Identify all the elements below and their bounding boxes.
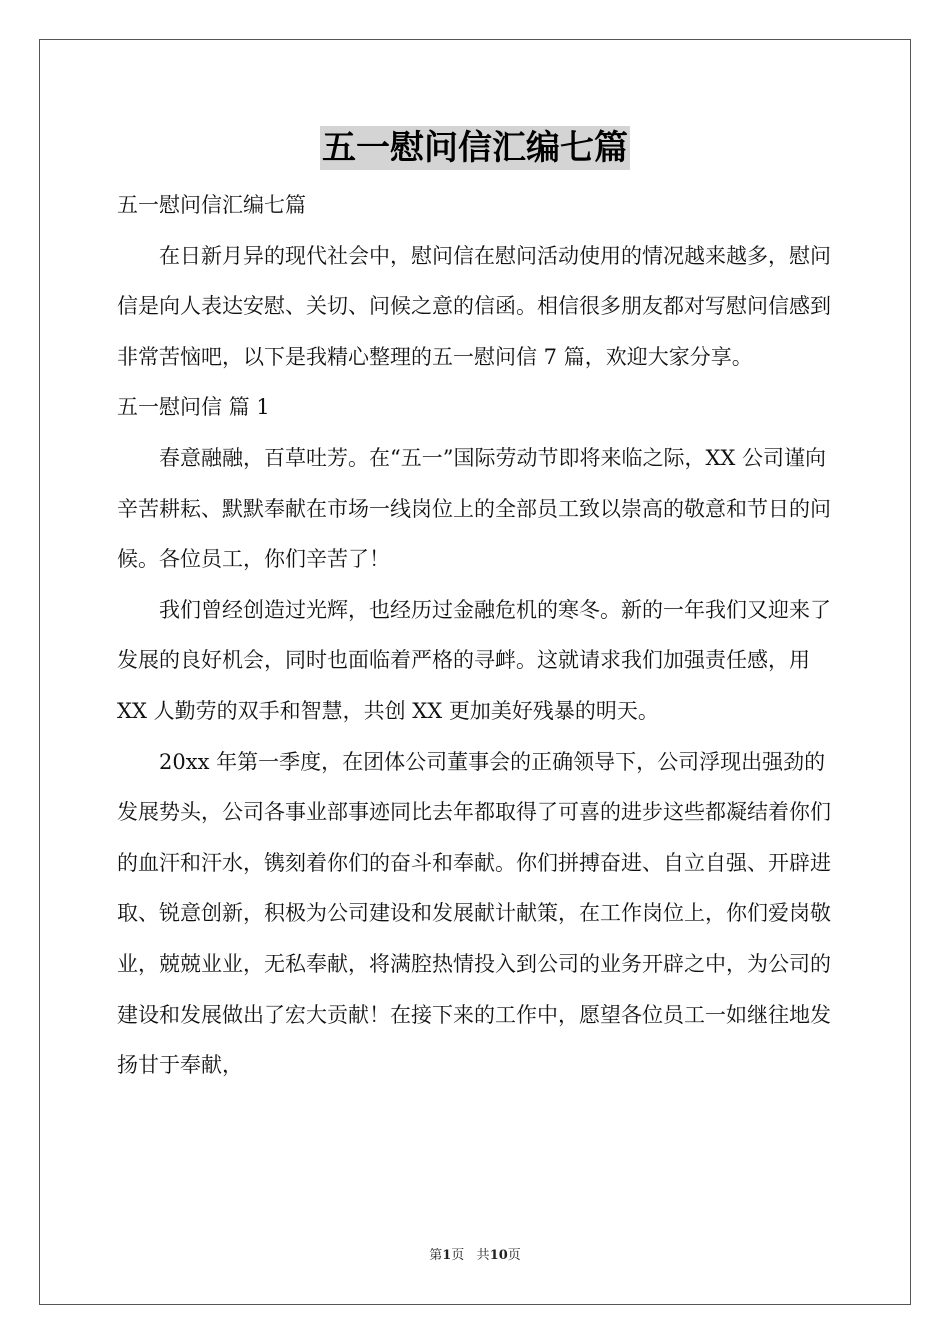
document-body: [117, 180, 835, 1091]
body-paragraph: 春意融融，百草吐芳。在“五一”国际劳动节即将来临之际，XX 公司谨向辛苦耕耘、默默奉献在市场一线岗位上的全部员工致以崇高的敬意和节日的问候。各位员工，你们辛苦了！: [117, 445, 831, 572]
body-paragraph: 我们曾经创造过光辉，也经历过金融危机的寒冬。新的一年我们又迎来了发展的良好机会，同时也面临着严格的寻衅。这就请求我们加强责任感，用 XX 人勤劳的双手和智慧，共创 XX 更加美好残暴的明天。: [117, 597, 831, 723]
total-prefix: 共: [476, 1248, 490, 1263]
intro-paragraph: 在日新月异的现代社会中，慰问信在慰问活动使用的情况越来越多，慰问信是向人表达安慰、关切、问候之意的信函。相信很多朋友都对写慰问信感到非常苦恼吧，以下是我精心整理的五一慰问信 7 篇，欢迎大家分享。: [117, 243, 831, 369]
total-suffix: 页: [507, 1248, 521, 1263]
page-prefix: 第: [429, 1248, 443, 1263]
section-heading: 五一慰问信 篇 1: [117, 395, 270, 420]
document-title: 五一慰问信汇编七篇: [322, 128, 628, 168]
page-footer: [0, 1247, 950, 1265]
page-suffix: 页: [451, 1248, 465, 1263]
subtitle-line: 五一慰问信汇编七篇: [117, 193, 306, 217]
page-number: 1: [442, 1248, 452, 1263]
title-container: [0, 126, 950, 170]
total-pages: 10: [489, 1248, 508, 1263]
body-paragraph: 20xx 年第一季度，在团体公司董事会的正确领导下，公司浮现出强劲的发展势头，公司各事业部事迹同比去年都取得了可喜的进步这些都凝结着你们的血汗和汗水，镌刻着你们的奋斗和奉献。你们拼搏奋进、自立自强、开辟进取、锐意创新，积极为公司建设和发展献计献策，在工作岗位上，你们爱岗敬业，兢兢业业，无私奉献，将满腔热情投入到公司的业务开辟之中，为公司的建设和发展做出了宏大贡献！在接下来的工作中，愿望各位员工一如继往地发扬甘于奉献，: [117, 749, 831, 1078]
